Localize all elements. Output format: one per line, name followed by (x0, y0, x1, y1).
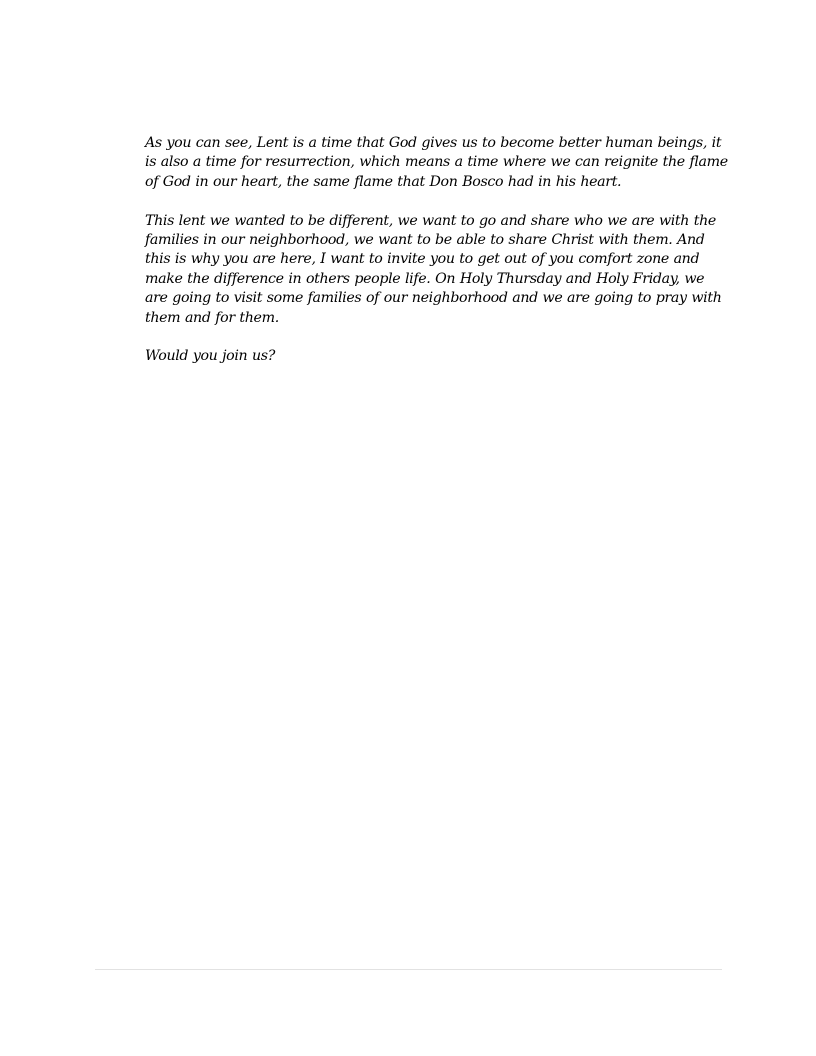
paragraph-lent-intro: As you can see, Lent is a time that God gives us to become better human beings, it is also a time for resurrection, which means a time where we can reignite the flame of God in our heart, the same flame that Don Bosco had in his heart. (145, 135, 728, 190)
paragraph-invitation: Would you join us? (145, 348, 275, 365)
body-text (145, 134, 730, 367)
footer-divider (95, 969, 722, 970)
paragraph-lent-mission: This lent we wanted to be different, we want to go and share who we are with the families in our neighborhood, we want to be able to share Christ with them. And this is why you are here, I want to invite you to get out of you comfort zone and make the difference in others people life. On Holy Thursday and Holy Friday, we are going to visit some families of our neighborhood and we are going to pray with them and for them. (145, 212, 722, 326)
